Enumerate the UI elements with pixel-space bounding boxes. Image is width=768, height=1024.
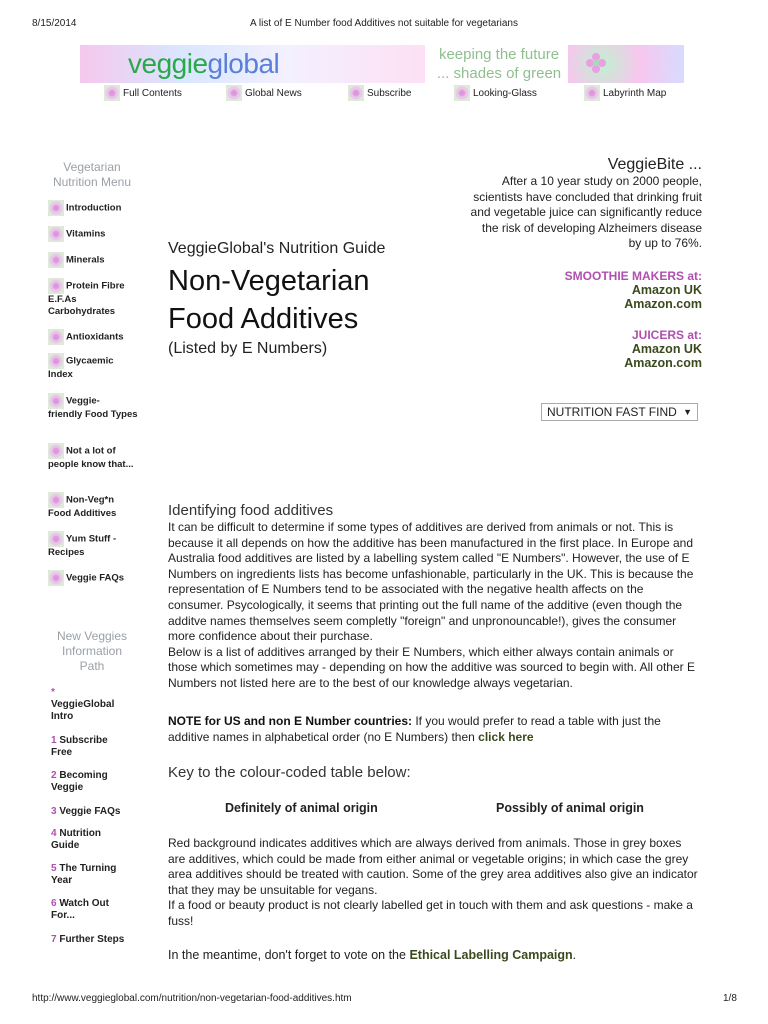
guide-subtitle: VeggieGlobal's Nutrition Guide — [168, 240, 386, 257]
path-item-becoming-veggie[interactable]: 2 Becoming Veggie — [51, 770, 108, 793]
flower-bullet-icon — [584, 85, 600, 101]
key-title: Key to the colour-coded table below: — [168, 764, 411, 781]
sidebar-item-veggie-faqs[interactable]: Veggie FAQs — [48, 570, 138, 586]
veggiebite-text: After a 10 year study on 2000 people, scientists have concluded that drinking fruit and vegetable juice can significantly reduce the risk of developing Alzheimers disease by up to 76%. — [470, 174, 702, 250]
path-item-turning-year[interactable]: 5 The Turning Year — [51, 863, 117, 886]
sidebar-item-glycaemic-index[interactable]: Glycaemic Index — [48, 353, 138, 381]
smoothie-makers-title: SMOOTHIE MAKERS at: — [564, 268, 702, 283]
sidebar-item-non-vegn[interactable]: Non-Veg*n Food Additives — [48, 492, 138, 520]
flower-bullet-icon — [348, 85, 364, 101]
paragraph-2: Below is a list of additives arranged by their E Numbers, which either always contain animals or those which sometimes may - depending on how the additive was sourced to begin with. All other E Numbers not listed here are to the best of our knowledge always vegetarian. — [168, 644, 695, 690]
path-item-subscribe[interactable]: 1 Subscribe Free — [51, 735, 108, 758]
page-subtitle: (Listed by E Numbers) — [168, 340, 328, 357]
ethical-labelling-link[interactable]: Ethical Labelling Campaign — [409, 948, 573, 962]
print-date: 8/15/2014 — [32, 18, 77, 29]
vote-paragraph: In the meantime, don't forget to vote on the Ethical Labelling Campaign. — [168, 948, 577, 962]
chevron-down-icon: ▼ — [683, 407, 692, 417]
sidebar-item-protein-fibre[interactable]: Protein Fibre E.F.As Carbohydrates — [48, 278, 138, 318]
sidebar-item-recipes[interactable]: Yum Stuff - Recipes — [48, 531, 138, 559]
flower-bullet-icon — [48, 492, 64, 508]
flower-bullet-icon — [48, 393, 64, 409]
flower-bullet-icon — [48, 443, 64, 459]
site-logo: veggieglobal — [128, 48, 280, 79]
nav-labyrinth-map[interactable]: Labyrinth Map — [584, 84, 666, 102]
note-paragraph: NOTE for US and non E Number countries: If you would prefer to read a table with just the additive names in alphabetical order (no E Numbers) then click here — [168, 714, 661, 744]
sidebar-item-introduction[interactable]: Introduction — [48, 200, 138, 216]
click-here-link[interactable]: click here — [478, 729, 534, 744]
smoothie-amazon-com-link[interactable]: Amazon.com — [624, 296, 702, 311]
paragraph-3: Red background indicates additives which are always derived from animals. Those in grey boxes are additives, which could be made from either animal or vegetable origins; in which case the grey area additives should be treated with caution. Some of the grey area additives also give an indicator that they may be unsuitable for vegans. — [168, 836, 698, 897]
nutrition-fast-find-select[interactable]: NUTRITION FAST FIND ▼ — [541, 403, 698, 421]
page-title: Non-Vegetarian Food Additives — [168, 265, 370, 335]
paragraph-4: If a food or beauty product is not clearly labelled get in touch with them and ask questions - make a fuss! — [168, 898, 693, 928]
juicer-amazon-com-link[interactable]: Amazon.com — [624, 355, 702, 370]
sidebar-menu-title: Vegetarian Nutrition Menu — [52, 160, 132, 189]
sidebar-item-antioxidants[interactable]: Antioxidants — [48, 329, 138, 345]
veggiebite-title: VeggieBite ... — [607, 156, 702, 173]
flower-bullet-icon — [104, 85, 120, 101]
juicers-title: JUICERS at: — [631, 327, 702, 342]
flower-bullet-icon — [226, 85, 242, 101]
juicer-amazon-uk-link[interactable]: Amazon UK — [631, 341, 702, 356]
sidebar-item-veggie-friendly[interactable]: Veggie- friendly Food Types — [48, 393, 138, 421]
sidebar-item-not-a-lot[interactable]: Not a lot of people know that... — [48, 443, 138, 471]
print-page-number: 1/8 — [723, 993, 737, 1004]
key-explanation — [168, 836, 702, 930]
flower-bullet-icon — [48, 226, 64, 242]
flower-bullet-icon — [48, 252, 64, 268]
sidebar-item-minerals[interactable]: Minerals — [48, 252, 138, 268]
path-item-veggie-faqs[interactable]: 3 Veggie FAQs — [51, 806, 121, 817]
section-title-identifying: Identifying food additives — [168, 502, 334, 519]
banner-decoration — [568, 45, 684, 83]
print-footer-url: http://www.veggieglobal.com/nutrition/non-vegetarian-food-additives.htm — [32, 993, 352, 1004]
flower-icon — [586, 53, 606, 73]
print-title: A list of E Number food Additives not suitable for vegetarians — [250, 18, 518, 29]
path-item-intro[interactable]: * VeggieGlobal Intro — [51, 687, 115, 722]
key-definitely-animal: Definitely of animal origin — [225, 801, 378, 815]
path-item-nutrition-guide[interactable]: 4 Nutrition Guide — [51, 828, 101, 851]
banner-tagline: keeping the future ... shades of green — [436, 46, 562, 82]
path-item-further-steps[interactable]: 7 Further Steps — [51, 934, 125, 945]
flower-bullet-icon — [48, 278, 64, 294]
smoothie-amazon-uk-link[interactable]: Amazon UK — [631, 282, 702, 297]
flower-bullet-icon — [48, 531, 64, 547]
intro-paragraphs — [168, 520, 702, 692]
flower-bullet-icon — [48, 200, 64, 216]
flower-bullet-icon — [48, 329, 64, 345]
nav-full-contents[interactable]: Full Contents — [104, 84, 182, 102]
info-path-title: New Veggies Information Path — [56, 629, 128, 673]
flower-bullet-icon — [454, 85, 470, 101]
path-item-watch-out[interactable]: 6 Watch Out For... — [51, 898, 109, 921]
veggiebite-box — [470, 156, 702, 370]
flower-bullet-icon — [48, 353, 64, 369]
flower-bullet-icon — [48, 570, 64, 586]
nav-looking-glass[interactable]: Looking-Glass — [454, 84, 537, 102]
nav-global-news[interactable]: Global News — [226, 84, 302, 102]
site-banner[interactable] — [80, 45, 684, 83]
key-possibly-animal: Possibly of animal origin — [496, 801, 644, 815]
banner-logo-area — [80, 45, 425, 83]
paragraph-1: It can be difficult to determine if some types of additives are derived from animals or not. This is because it all depends on how the additive has been manufactured in the first place. In Europe and Australia food additives are listed by a labelling system called "E Numbers". However, the use of E Numbers on ingredients lists has become unfashionable, particularly in the UK. This is because the representation of E Numbers tend to be associated with the negative health affects on the consumer. Psycologically, it seems that printing out the full name of the additive (even though the additve names themselves seem completly "foreign" and unpronouncable!), gives the consumer more confidence about their purchase. — [168, 520, 694, 644]
sidebar-item-vitamins[interactable]: Vitamins — [48, 226, 138, 242]
nav-subscribe[interactable]: Subscribe — [348, 84, 411, 102]
